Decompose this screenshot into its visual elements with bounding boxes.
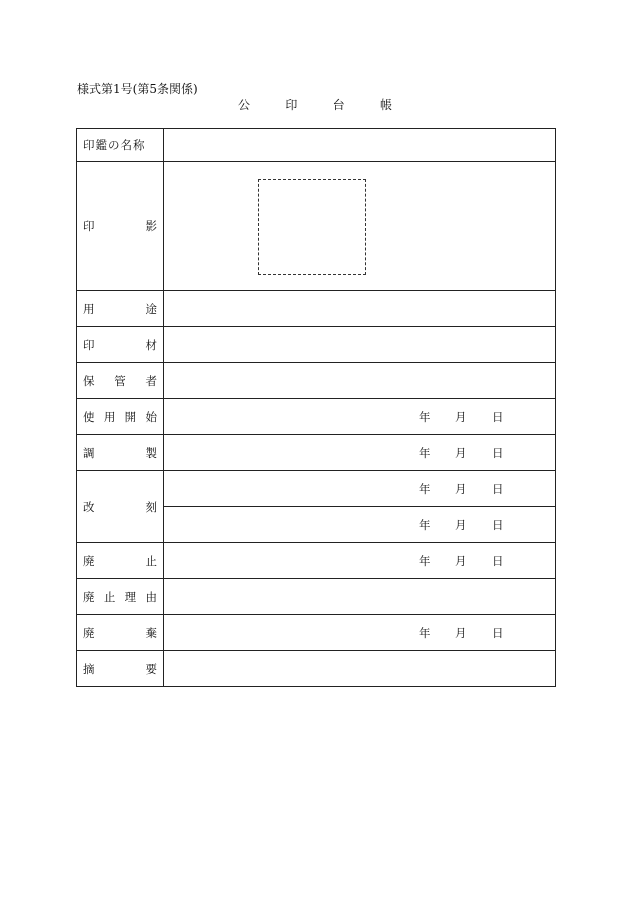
- form-number: 様式第1号(第5条関係): [77, 82, 198, 96]
- value-usage[interactable]: [164, 291, 556, 327]
- day-unit: 日: [492, 445, 504, 460]
- row-disposal: [77, 615, 556, 651]
- title-char: 帳: [379, 98, 392, 112]
- value-start-use[interactable]: [164, 399, 556, 435]
- year-unit: 年: [419, 625, 431, 640]
- date-fields: [413, 399, 555, 434]
- value-abolition-reason[interactable]: [164, 579, 556, 615]
- label-char: 廃: [83, 589, 95, 604]
- label-char: 要: [145, 661, 157, 676]
- seal-impression-box[interactable]: [258, 179, 366, 275]
- label-char: 開: [124, 409, 137, 424]
- value-custodian[interactable]: [164, 363, 556, 399]
- row-material: [77, 327, 556, 363]
- label-char: 保: [83, 373, 95, 388]
- row-custodian: [77, 363, 556, 399]
- row-recarve-1: [77, 471, 556, 507]
- value-impression[interactable]: [164, 162, 556, 291]
- label-char: 管: [114, 373, 126, 388]
- seal-register-table: [76, 128, 556, 687]
- value-recarve-1[interactable]: [164, 471, 556, 507]
- value-seal-name[interactable]: [164, 129, 556, 162]
- row-abolition: [77, 543, 556, 579]
- year-unit: 年: [419, 445, 431, 460]
- label-start-use: [77, 399, 164, 435]
- month-unit: 月: [455, 553, 467, 568]
- label-disposal: [77, 615, 164, 651]
- value-abolition[interactable]: [164, 543, 556, 579]
- year-unit: 年: [419, 553, 431, 568]
- label-char: 由: [145, 589, 157, 604]
- row-impression: [77, 162, 556, 291]
- label-recarve: [77, 471, 164, 543]
- row-start-use: [77, 399, 556, 435]
- row-usage: [77, 291, 556, 327]
- day-unit: 日: [492, 553, 504, 568]
- label-char: 使: [83, 409, 95, 424]
- date-fields: [413, 615, 555, 650]
- date-fields: [413, 507, 555, 542]
- label-abolition: [77, 543, 164, 579]
- row-manufacture: [77, 435, 556, 471]
- value-recarve-2[interactable]: [164, 507, 556, 543]
- value-material[interactable]: [164, 327, 556, 363]
- date-fields: [413, 471, 555, 506]
- date-fields: [413, 543, 555, 578]
- label-char: 影: [145, 219, 157, 233]
- month-unit: 月: [455, 625, 467, 640]
- label-impression: [77, 162, 164, 291]
- label-char: 用: [83, 301, 95, 316]
- label-seal-name: [77, 129, 164, 162]
- label-char: 廃: [83, 553, 95, 568]
- title-char: 台: [332, 98, 345, 112]
- label-char: 途: [145, 301, 157, 316]
- day-unit: 日: [492, 517, 504, 532]
- row-seal-name: [77, 129, 556, 162]
- label-custodian: [77, 363, 164, 399]
- day-unit: 日: [492, 481, 504, 496]
- label-char: 印: [83, 337, 95, 352]
- month-unit: 月: [455, 445, 467, 460]
- label-char: 材: [145, 337, 157, 352]
- label-char: 調: [83, 445, 95, 460]
- label-char: 理: [124, 589, 137, 604]
- document-title: [200, 98, 430, 112]
- title-char: 公: [238, 98, 251, 112]
- year-unit: 年: [419, 409, 431, 424]
- label-char: 摘: [83, 661, 95, 676]
- value-summary[interactable]: [164, 651, 556, 687]
- month-unit: 月: [455, 409, 467, 424]
- value-disposal[interactable]: [164, 615, 556, 651]
- label-char: 止: [145, 553, 157, 568]
- label-char: 廃: [83, 625, 95, 640]
- title-char: 印: [285, 98, 298, 112]
- day-unit: 日: [492, 409, 504, 424]
- year-unit: 年: [419, 517, 431, 532]
- label-char: 製: [145, 445, 157, 460]
- row-abolition-reason: [77, 579, 556, 615]
- label-abolition-reason: [77, 579, 164, 615]
- label-char: 者: [145, 373, 157, 388]
- label-manufacture: [77, 435, 164, 471]
- month-unit: 月: [455, 517, 467, 532]
- row-summary: [77, 651, 556, 687]
- label-char: 刻: [145, 499, 157, 514]
- label-char: 印: [83, 219, 95, 233]
- label-material: [77, 327, 164, 363]
- month-unit: 月: [455, 481, 467, 496]
- day-unit: 日: [492, 625, 504, 640]
- label-char: 用: [103, 409, 116, 424]
- label-char: 改: [83, 499, 95, 514]
- label-summary: [77, 651, 164, 687]
- label-text: 印鑑の名称: [83, 138, 146, 152]
- label-char: 止: [103, 589, 116, 604]
- label-usage: [77, 291, 164, 327]
- value-manufacture[interactable]: [164, 435, 556, 471]
- label-char: 棄: [145, 625, 157, 640]
- year-unit: 年: [419, 481, 431, 496]
- label-char: 始: [145, 409, 157, 424]
- date-fields: [413, 435, 555, 470]
